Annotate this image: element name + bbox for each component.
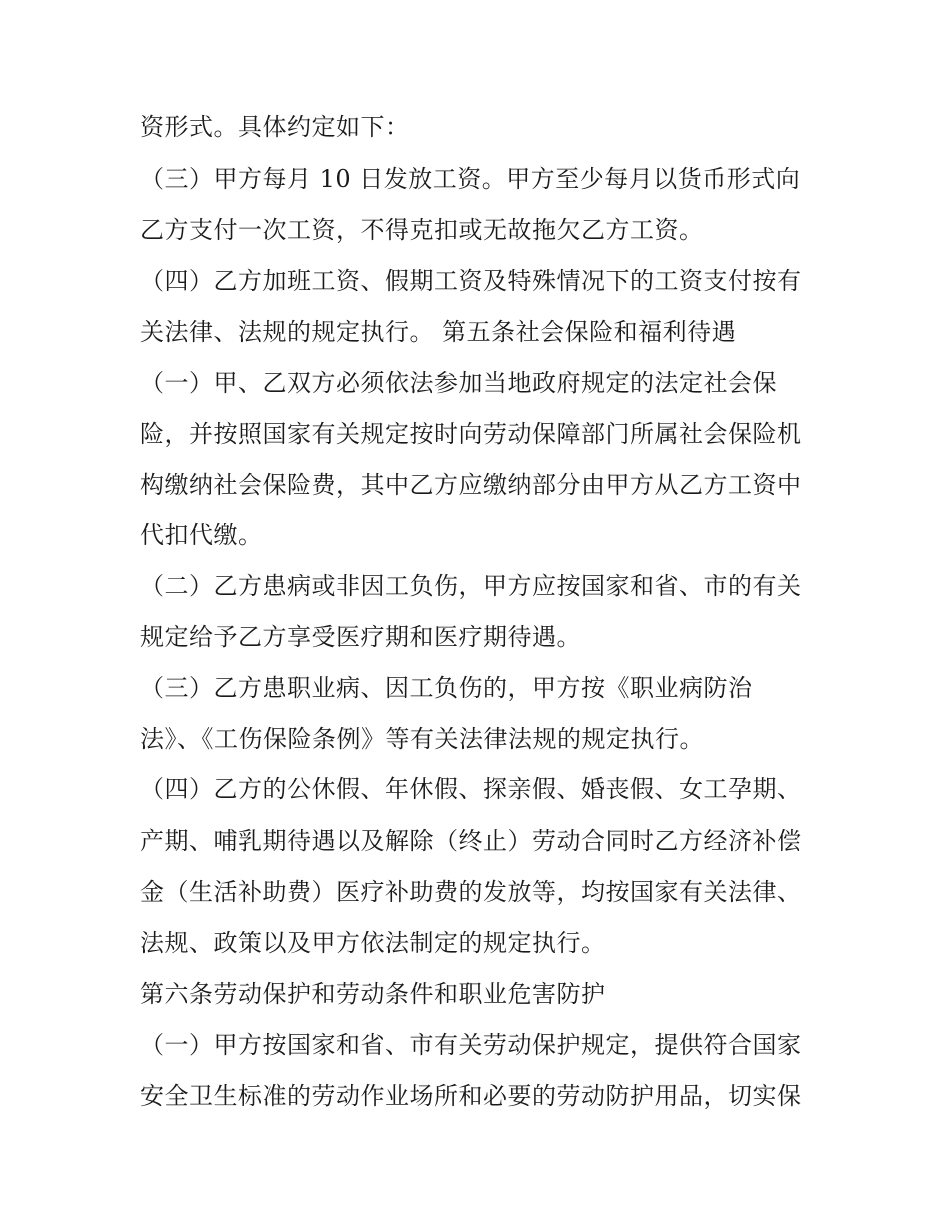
- text-line: （四）乙方加班工资、假期工资及特殊情况下的工资支付按有: [140, 267, 802, 295]
- text-line: 规定给予乙方享受医疗期和医疗期待遇。: [140, 623, 581, 651]
- text-line: 险，并按照国家有关规定按时向劳动保障部门所属社会保险机: [140, 420, 802, 448]
- text-line: （四）乙方的公休假、年休假、探亲假、婚丧假、女工孕期、: [140, 775, 802, 803]
- section-heading: 第六条劳动保护和劳动条件和职业危害防护: [140, 980, 606, 1008]
- text-line: （三）甲方每月 10 日发放工资。甲方至少每月以货币形式向: [140, 165, 801, 193]
- text-line: 金（生活补助费）医疗补助费的发放等，均按国家有关法律、: [140, 878, 802, 906]
- text-line: （三）乙方患职业病、因工负伤的，甲方按《职业病防治: [140, 674, 753, 702]
- text-line: 产期、哺乳期待遇以及解除（终止）劳动合同时乙方经济补偿: [140, 827, 802, 855]
- text-line: 法》、《工伤保险条例》等有关法律法规的规定执行。: [140, 725, 704, 753]
- text-line: （一）甲、乙双方必须依法参加当地政府规定的法定社会保: [140, 369, 777, 397]
- text-line: （二）乙方患病或非因工负伤，甲方应按国家和省、市的有关: [140, 572, 802, 600]
- text-line: （一）甲方按国家和省、市有关劳动保护规定，提供符合国家: [140, 1031, 802, 1059]
- text-line: 资形式。具体约定如下：: [140, 113, 410, 141]
- text-line: 构缴纳社会保险费，其中乙方应缴纳部分由甲方从乙方工资中: [140, 471, 802, 499]
- text-line: 乙方支付一次工资，不得克扣或无故拖欠乙方工资。: [140, 216, 704, 244]
- text-line: 代扣代缴。: [140, 521, 263, 549]
- text-line: 关法律、法规的规定执行。 第五条社会保险和福利待遇: [140, 318, 737, 346]
- text-line: 安全卫生标准的劳动作业场所和必要的劳动防护用品，切实保: [140, 1082, 802, 1110]
- text-line: 法规、政策以及甲方依法制定的规定执行。: [140, 929, 606, 957]
